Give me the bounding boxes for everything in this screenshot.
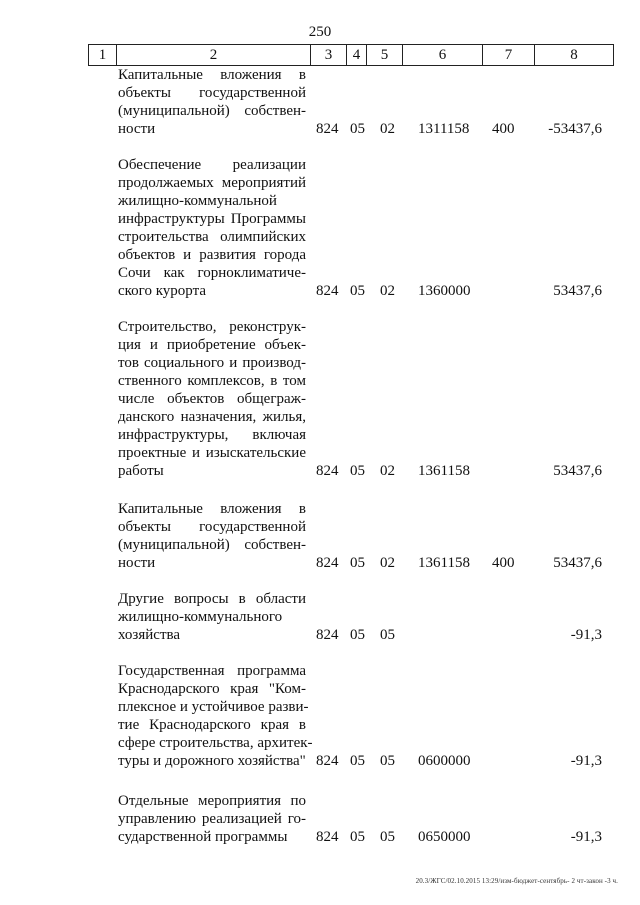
description-line: ского курорта — [118, 283, 206, 299]
cell-c6: 1361158 — [418, 555, 470, 571]
description-line: Сочи как горноклиматиче- — [118, 265, 306, 281]
cell-c3: 824 — [316, 829, 339, 845]
description-line: инфраструктуры, включая — [118, 427, 306, 443]
description-line: тие Краснодарского края в — [118, 717, 306, 733]
cell-c4: 05 — [350, 829, 365, 845]
description-line: Обеспечение реализации — [118, 157, 306, 173]
header-col-6: 6 — [403, 45, 483, 65]
cell-c8: -91,3 — [570, 829, 602, 845]
cell-c6: 1361158 — [418, 463, 470, 479]
cell-c3: 824 — [316, 753, 339, 769]
description-line: Краснодарского края "Ком- — [118, 681, 306, 697]
description-line: Отдельные мероприятия по — [118, 793, 306, 809]
cell-c5: 02 — [380, 463, 395, 479]
cell-c5: 02 — [380, 121, 395, 137]
description-line: сфере строительства, архитек- — [118, 735, 313, 751]
cell-c4: 05 — [350, 121, 365, 137]
page-number: 250 — [308, 24, 332, 40]
description-line: ности — [118, 121, 156, 137]
row-description — [118, 662, 313, 770]
cell-c6: 1360000 — [418, 283, 471, 299]
document-footer: 20.3/ЖГС/02.10.2015 13:29/изм-бюджет-сентябрь- 2 чт-закон -3 ч. — [415, 877, 618, 885]
header-col-8: 8 — [570, 47, 578, 63]
description-line: жилищно-коммунальной — [118, 193, 277, 209]
cell-c4: 05 — [350, 463, 365, 479]
description-line: объектов и развития города — [118, 247, 306, 263]
header-col-4: 4 — [347, 45, 367, 65]
description-line: (муниципальной) собствен- — [118, 537, 306, 553]
cell-c7: 400 — [492, 121, 515, 137]
description-line: работы — [118, 463, 164, 479]
header-col-7: 7 — [483, 45, 535, 65]
table-header — [88, 44, 614, 66]
cell-c8: -53437,6 — [548, 121, 602, 137]
description-line: строительства олимпийских — [118, 229, 306, 245]
description-line: числе объектов общеграж- — [118, 391, 306, 407]
cell-c6: 0650000 — [418, 829, 471, 845]
description-line: сударственной программы — [118, 829, 288, 845]
description-line: ности — [118, 555, 156, 571]
cell-c5: 05 — [380, 753, 395, 769]
description-line: продолжаемых мероприятий — [118, 175, 306, 191]
cell-c3: 824 — [316, 555, 339, 571]
cell-c5: 02 — [380, 283, 395, 299]
description-line: управлению реализацией го- — [118, 811, 306, 827]
description-line: ция и приобретение объек- — [118, 337, 306, 353]
row-description — [118, 590, 306, 644]
cell-c8: 53437,6 — [553, 555, 602, 571]
cell-c8: -91,3 — [570, 627, 602, 643]
cell-c4: 05 — [350, 627, 365, 643]
cell-c3: 824 — [316, 463, 339, 479]
description-line: Государственная программа — [118, 663, 306, 679]
cell-c4: 05 — [350, 283, 365, 299]
cell-c3: 824 — [316, 283, 339, 299]
cell-c7: 400 — [492, 555, 515, 571]
cell-c8: -91,3 — [570, 753, 602, 769]
row-description — [118, 318, 306, 480]
description-line: тов социального и производ- — [118, 355, 306, 371]
description-line: проектные и изыскательские — [118, 445, 306, 461]
row-description — [118, 500, 306, 572]
cell-c8: 53437,6 — [553, 283, 602, 299]
description-line: объекты государственной — [118, 519, 306, 535]
cell-c8: 53437,6 — [553, 463, 602, 479]
description-line: Другие вопросы в области — [118, 591, 306, 607]
cell-c3: 824 — [316, 121, 339, 137]
cell-c3: 824 — [316, 627, 339, 643]
description-line: Капитальные вложения в — [118, 67, 306, 83]
cell-c5: 05 — [380, 829, 395, 845]
description-line: жилищно-коммунального — [118, 609, 283, 625]
cell-c4: 05 — [350, 753, 365, 769]
cell-c5: 05 — [380, 627, 395, 643]
description-line: туры и дорожного хозяйства" — [118, 753, 306, 769]
row-description — [118, 156, 306, 300]
header-col-5: 5 — [367, 45, 403, 65]
cell-c5: 02 — [380, 555, 395, 571]
row-description — [118, 792, 306, 846]
description-line: ственного комплексов, в том — [118, 373, 306, 389]
cell-c4: 05 — [350, 555, 365, 571]
row-description — [118, 66, 306, 138]
description-line: объекты государственной — [118, 85, 306, 101]
cell-c6: 1311158 — [418, 121, 470, 137]
description-line: инфраструктуры Программы — [118, 211, 306, 227]
description-line: плексное и устойчивое разви- — [118, 699, 309, 715]
header-col-2: 2 — [117, 45, 311, 65]
header-col-3: 3 — [311, 45, 347, 65]
description-line: данского назначения, жилья, — [118, 409, 306, 425]
description-line: Строительство, реконструк- — [118, 319, 306, 335]
description-line: (муниципальной) собствен- — [118, 103, 306, 119]
header-col-1: 1 — [89, 45, 117, 65]
description-line: Капитальные вложения в — [118, 501, 306, 517]
description-line: хозяйства — [118, 627, 181, 643]
cell-c6: 0600000 — [418, 753, 471, 769]
